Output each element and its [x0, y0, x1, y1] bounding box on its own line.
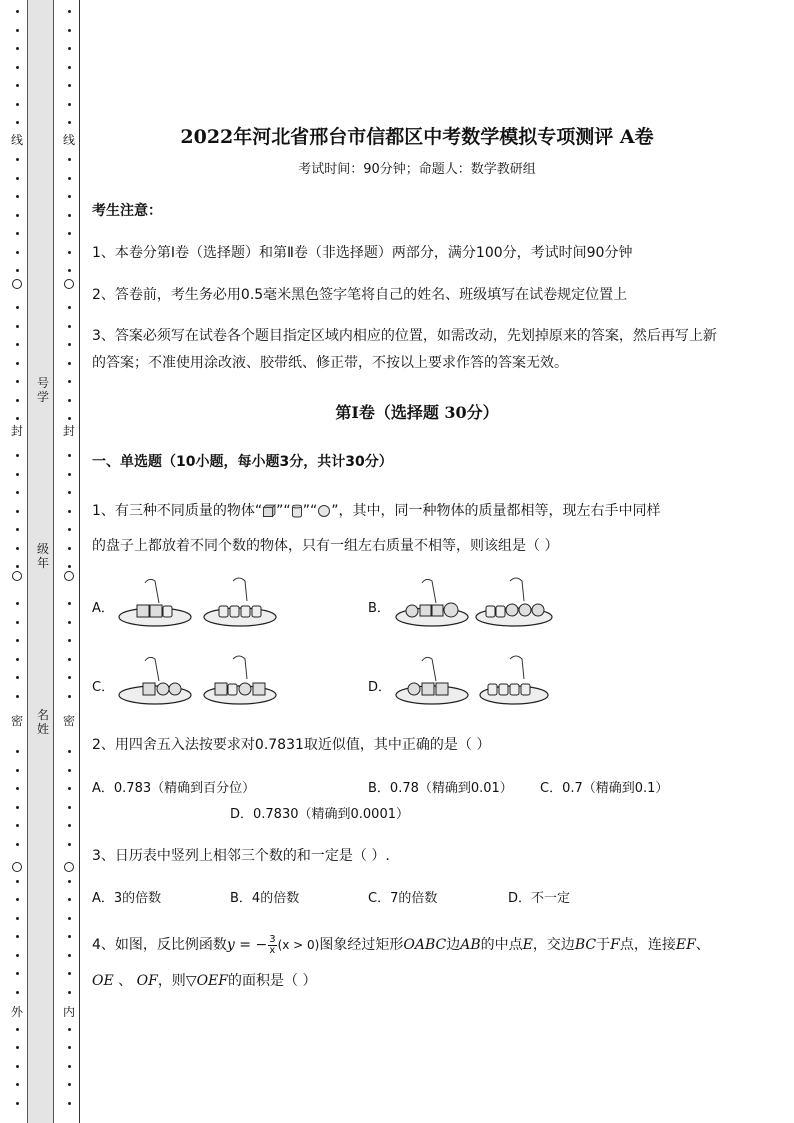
margin-dot: [68, 29, 71, 32]
q1-option-b-label[interactable]: B．: [368, 601, 390, 616]
q4-stem-line1: 4、如图，反比例函数y = − $\frac{3}{x}$ (x > 0)图象经过矩形OABC边AB的中点E，交边BC于F点，连接EF、: [92, 933, 710, 956]
margin-dot: [68, 195, 71, 198]
q1-option-d-figure: [392, 653, 562, 715]
margin-dot: [16, 602, 19, 605]
section-title: 第I卷（选择题 30分）: [335, 403, 499, 422]
margin-dot: [68, 269, 71, 272]
margin-dot: [16, 510, 19, 513]
margin-dot: [16, 621, 19, 624]
margin-dot: [68, 676, 71, 679]
margin-dot: [16, 1046, 19, 1049]
margin-dot: [16, 473, 19, 476]
margin-circle: [12, 571, 22, 581]
margin-dot: [68, 695, 71, 698]
cube-object-icon: [262, 504, 276, 518]
q2-option-b[interactable]: B．0.78（精确到0.01）: [368, 781, 513, 796]
margin-dot: [16, 1028, 19, 1031]
q1-option-b-figure: [392, 575, 562, 637]
margin-dot: [68, 1083, 71, 1086]
margin-dot: [16, 565, 19, 568]
margin-dot: [68, 362, 71, 365]
margin-dot: [16, 251, 19, 254]
left-plate: [119, 579, 191, 626]
right-plate: [476, 578, 552, 626]
margin-dot: [16, 232, 19, 235]
margin-circle: [64, 279, 74, 289]
margin-dot: [16, 898, 19, 901]
margin-field-student-number: 号 学: [37, 376, 50, 404]
margin-dot: [16, 824, 19, 827]
margin-dot: [16, 84, 19, 87]
margin-dot: [16, 1065, 19, 1068]
margin-inner-label: 内: [63, 1005, 76, 1019]
margin-dot: [16, 47, 19, 50]
margin-dot: [16, 917, 19, 920]
margin-dot: [68, 917, 71, 920]
margin-dot: [16, 639, 19, 642]
margin-field-grade: 级 年: [37, 542, 50, 570]
margin-dot: [68, 473, 71, 476]
margin-dot: [68, 84, 71, 87]
margin-dot: [68, 232, 71, 235]
q3-option-d[interactable]: D．不一定: [508, 891, 571, 906]
exam-info: 考试时间：90分钟；命题人：数学教研组: [298, 162, 536, 177]
margin-dot: [68, 547, 71, 550]
margin-dot: [68, 66, 71, 69]
margin-dot: [16, 769, 19, 772]
margin-circle: [64, 571, 74, 581]
margin-dot: [16, 954, 19, 957]
margin-dot: [68, 251, 71, 254]
margin-dot: [68, 1102, 71, 1105]
margin-dot: [16, 880, 19, 883]
margin-dot: [16, 343, 19, 346]
margin-outer-label: 外: [11, 1005, 24, 1019]
margin-inner-label: 封: [63, 424, 76, 438]
margin-dot: [16, 325, 19, 328]
margin-dot: [16, 1102, 19, 1105]
margin-outer-label: 线: [11, 133, 24, 147]
margin-circle: [64, 862, 74, 872]
margin-dot: [16, 750, 19, 753]
margin-dot: [68, 565, 71, 568]
margin-dot: [16, 306, 19, 309]
margin-dot: [68, 602, 71, 605]
margin-dot: [16, 806, 19, 809]
margin-dot: [68, 750, 71, 753]
margin-dot: [16, 491, 19, 494]
margin-dot: [68, 10, 71, 13]
margin-dot: [68, 935, 71, 938]
part-heading: 一、单选题（10小题，每小题3分，共计30分）: [92, 454, 393, 470]
margin-dot: [68, 510, 71, 513]
margin-dot: [68, 214, 71, 217]
margin-dot: [68, 769, 71, 772]
q3-option-c[interactable]: C．7的倍数: [368, 891, 438, 906]
margin-dot: [16, 103, 19, 106]
margin-circle: [12, 862, 22, 872]
q2-option-a[interactable]: A．0.783（精确到百分位）: [92, 781, 256, 796]
margin-dot: [68, 380, 71, 383]
notice-heading: 考生注意：: [92, 203, 162, 219]
margin-dot: [68, 658, 71, 661]
margin-inner-label: 密: [63, 714, 76, 728]
margin-dot: [16, 454, 19, 457]
q3-option-b[interactable]: B．4的倍数: [230, 891, 300, 906]
margin-dot: [68, 528, 71, 531]
fraction: $\frac{3}{x}$: [269, 933, 276, 956]
q3-stem: 3、日历表中竖列上相邻三个数的和一定是（ ）.: [92, 848, 390, 864]
q2-option-d[interactable]: D．0.7830（精确到0.0001）: [230, 807, 409, 822]
q1-option-c-figure: [115, 653, 285, 715]
margin-dot: [16, 362, 19, 365]
margin-dot: [68, 343, 71, 346]
right-plate: [204, 578, 276, 626]
q1-stem-line1: 1、有三种不同质量的物体“ ”“ ”“ ”，其中，同一种物体的质量都相等，现左右手中同样: [92, 503, 661, 519]
notice-item: 2、答卷前，考生务必用0.5毫米黑色签字笔将自己的姓名、班级填写在试卷规定位置上: [92, 287, 628, 303]
right-plate: [480, 656, 548, 704]
q2-stem: 2、用四舍五入法按要求对0.7831取近似值，其中正确的是（ ）: [92, 737, 491, 753]
margin-dot: [68, 1028, 71, 1031]
cylinder-object-icon: [291, 504, 303, 518]
margin-dot: [68, 991, 71, 994]
margin-dot: [68, 954, 71, 957]
left-plate: [396, 579, 468, 626]
margin-dot: [68, 47, 71, 50]
margin-dot: [16, 195, 19, 198]
margin-dot: [68, 103, 71, 106]
margin-dot: [16, 972, 19, 975]
margin-dot: [16, 1083, 19, 1086]
margin-dot: [16, 66, 19, 69]
margin-outer-label: 密: [11, 714, 24, 728]
left-plate: [396, 657, 468, 704]
q3-option-a[interactable]: A．3的倍数: [92, 891, 162, 906]
margin-dot: [68, 972, 71, 975]
margin-dot: [68, 454, 71, 457]
margin-dot: [16, 843, 19, 846]
margin-dot: [16, 658, 19, 661]
ball-object-icon: [317, 504, 331, 518]
margin-dot: [16, 10, 19, 13]
margin-dot: [16, 380, 19, 383]
margin-dot: [68, 1046, 71, 1049]
margin-dot: [68, 806, 71, 809]
margin-dot: [68, 1065, 71, 1068]
margin-field-name: 名 姓: [37, 708, 50, 736]
q1-option-d-label[interactable]: D．: [368, 680, 392, 695]
margin-dot: [16, 935, 19, 938]
right-plate: [204, 656, 276, 704]
page-title: 2022年河北省邢台市信都区中考数学模拟专项测评 A卷: [180, 126, 654, 148]
notice-item: 1、本卷分第I卷（选择题）和第Ⅱ卷（非选择题）两部分，满分100分，考试时间90分钟: [92, 245, 633, 261]
notice-item: 3、答案必须写在试卷各个题目指定区域内相应的位置，如需改动，先划掉原来的答案，然后再写上新: [92, 328, 717, 344]
margin-dot: [68, 491, 71, 494]
margin-dot: [16, 528, 19, 531]
q2-option-c[interactable]: C．0.7（精确到0.1）: [540, 781, 669, 796]
q1-option-c-label[interactable]: C．: [92, 680, 115, 695]
margin-dot: [16, 214, 19, 217]
margin-dot: [68, 787, 71, 790]
margin-dot: [68, 621, 71, 624]
margin-circle: [12, 279, 22, 289]
margin-dot: [68, 843, 71, 846]
q1-option-a-label[interactable]: A．: [92, 601, 114, 616]
margin-inner-label: 线: [63, 133, 76, 147]
margin-dot: [16, 547, 19, 550]
margin-dot: [16, 787, 19, 790]
margin-dot: [16, 695, 19, 698]
margin-dot: [68, 824, 71, 827]
margin-dot: [68, 639, 71, 642]
margin-dot: [68, 880, 71, 883]
q1-stem-line2: 的盘子上都放着不同个数的物体，只有一组左右质量不相等，则该组是（ ）: [92, 538, 559, 554]
margin-dot: [68, 325, 71, 328]
q1-option-a-figure: [115, 575, 285, 637]
margin-dot: [68, 306, 71, 309]
margin-outer-label: 封: [11, 424, 24, 438]
margin-dot: [16, 29, 19, 32]
margin-dot: [16, 991, 19, 994]
notice-item: 的答案；不准使用涂改液、胶带纸、修正带，不按以上要求作答的答案无效。: [92, 355, 568, 371]
q4-stem-line2: OE 、 OF，则▽OEF的面积是（ ）: [92, 973, 317, 989]
left-plate: [119, 657, 191, 704]
margin-dot: [16, 269, 19, 272]
margin-dot: [16, 676, 19, 679]
margin-dot: [68, 898, 71, 901]
